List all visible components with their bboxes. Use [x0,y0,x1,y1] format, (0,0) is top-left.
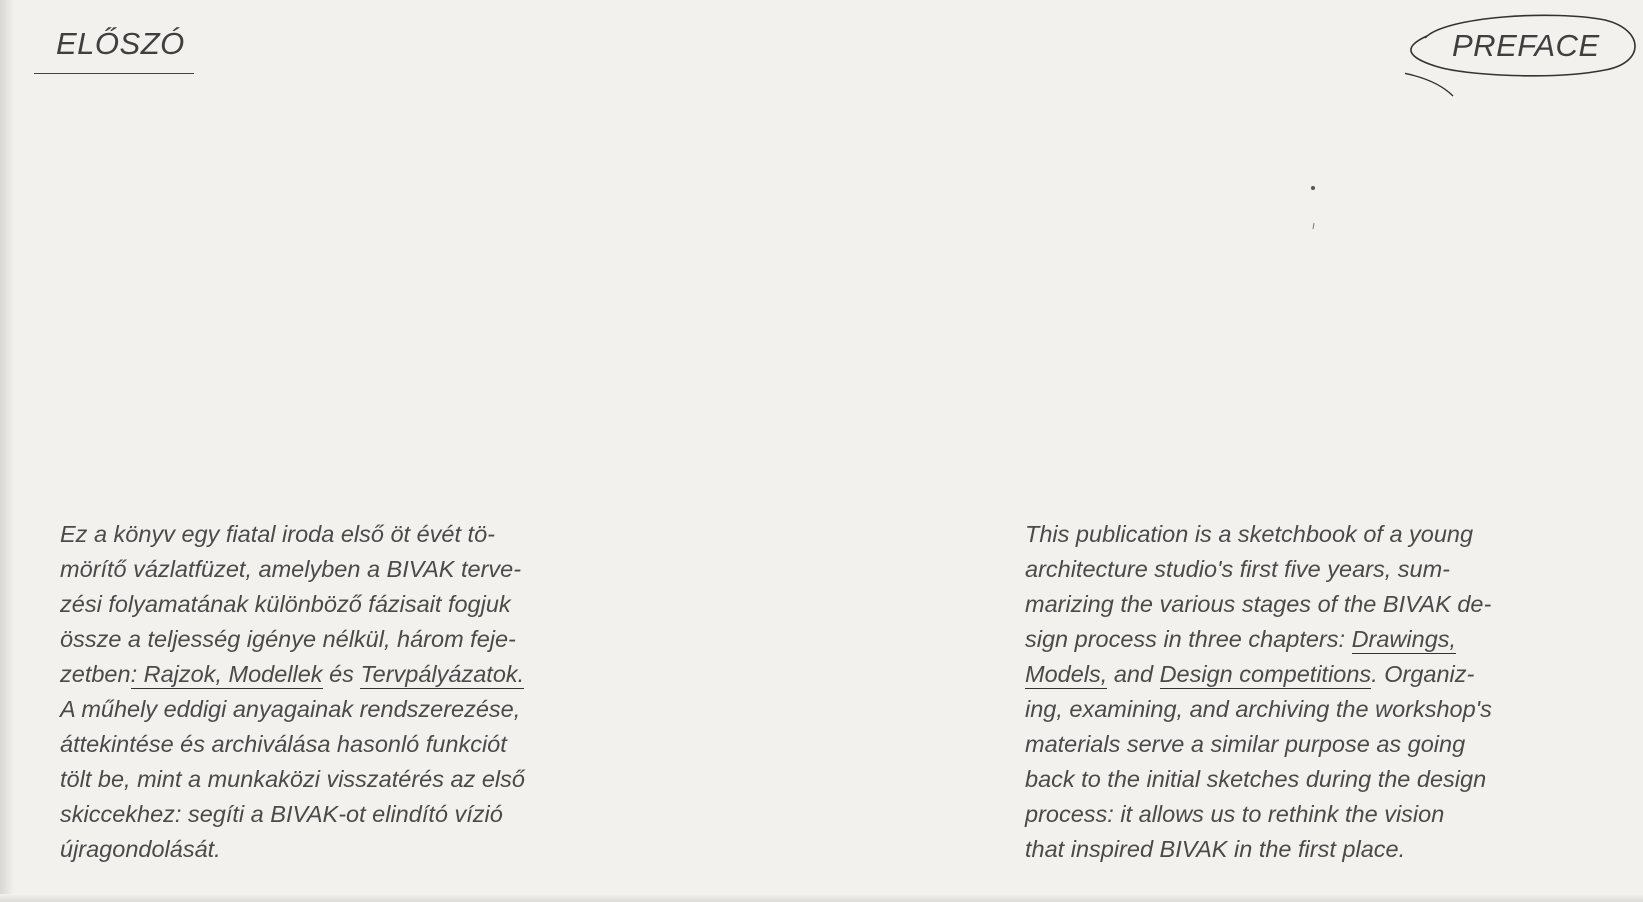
right-body-text [1025,517,1492,867]
page-fold-shadow [0,0,14,902]
left-line: mörítő vázlatfüzet, amelyben a BIVAK terve- [60,556,522,582]
right-line: back to the initial sketches during the design [1025,766,1487,792]
right-line: architecture studio's first five years, sum- [1025,556,1451,582]
right-line: ing, examining, and archiving the workshop's [1025,696,1492,722]
chapter-drawings-underlined: Drawings, [1351,626,1457,652]
left-line: zési folyamatának különböző fázisait fogjuk [60,591,511,617]
left-heading-underline [34,73,194,74]
left-heading: ELŐSZÓ [56,26,185,61]
ink-specks [1310,185,1320,235]
chapter-design-competitions-underlined: Design competitions [1159,661,1372,687]
page-bottom-edge [0,894,1643,902]
right-line: Models, and Design competitions. Organiz- [1025,661,1475,687]
left-line: zetben: Rajzok, Modellek és Tervpályázatok. [60,661,525,687]
right-line: materials serve a similar purpose as going [1025,731,1466,757]
right-line: marizing the various stages of the BIVAK de- [1025,591,1492,617]
left-line: Ez a könyv egy fiatal iroda első öt évét tö- [60,521,495,547]
right-line: This publication is a sketchbook of a young [1025,521,1474,547]
right-line: that inspired BIVAK in the first place. [1025,836,1406,862]
right-heading: PREFACE [1452,28,1600,63]
chapter-models-underlined: Models, [1025,661,1108,687]
left-line: tölt be, mint a munkaközi visszatérés az első [60,766,525,792]
chapter-list-underlined: : Rajzok, Modellek [130,661,323,687]
right-line: process: it allows us to rethink the vision [1025,801,1445,827]
right-line: sign process in three chapters: Drawings, [1025,626,1457,652]
left-line: skiccekhez: segíti a BIVAK-ot elindító vízió [60,801,503,827]
left-line: össze a teljesség igénye nélkül, három feje- [60,626,516,652]
left-line: áttekintése és archiválása hasonló funkciót [60,731,507,757]
chapter-tervpalyazatok-underlined: Tervpályázatok. [360,661,525,687]
left-body-text [60,517,525,867]
left-line: újragondolását. [60,836,221,862]
left-line: A műhely eddigi anyagainak rendszerezése, [60,696,521,722]
